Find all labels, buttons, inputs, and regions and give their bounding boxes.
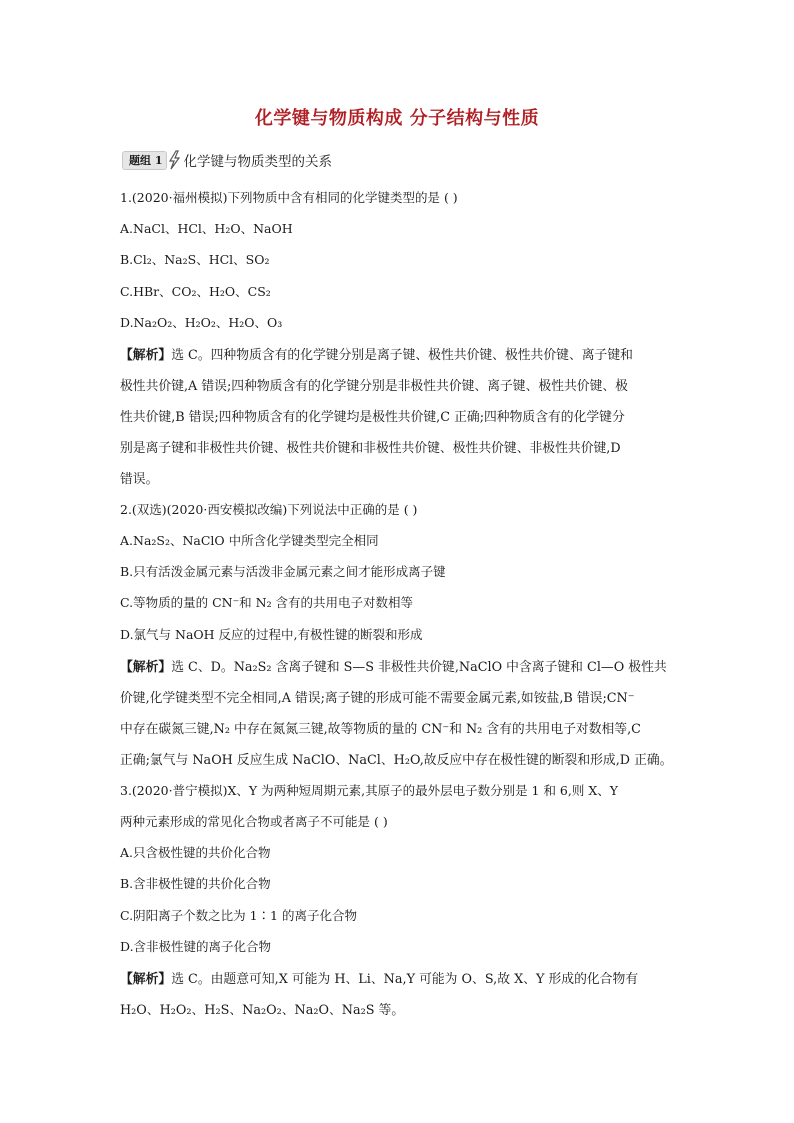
analysis-line: 性共价键,B 错误;四种物质含有的化学键均是极性共价键,C 正确;四种物质含有的化学键分 — [120, 410, 625, 425]
analysis-tag: 【解析】 — [120, 972, 172, 987]
analysis-line: 【解析】选 C。四种物质含有的化学键分别是离子键、极性共价键、极性共价键、离子键和 — [120, 348, 633, 363]
lightning-icon — [167, 150, 181, 170]
group-title: 化学键与物质类型的关系 — [183, 154, 332, 170]
option-b: B.Cl₂、Na₂S、HCl、SO₂ — [120, 252, 270, 267]
option-d: D.氯气与 NaOH 反应的过程中,有极性键的断裂和形成 — [120, 627, 423, 642]
question-stem: 两种元素形成的常见化合物或者离子不可能是 ( ) — [120, 814, 388, 829]
option-a: A.Na₂S₂、NaClO 中所含化学键类型完全相同 — [120, 533, 379, 548]
question-stem: 2.(双选)(2020·西安模拟改编)下列说法中正确的是 ( ) — [120, 502, 418, 517]
question-stem: 1.(2020·福州模拟)下列物质中含有相同的化学键类型的是 ( ) — [120, 190, 458, 205]
analysis-tag: 【解析】 — [120, 660, 172, 675]
option-c: C.等物质的量的 CN⁻和 N₂ 含有的共用电子对数相等 — [120, 595, 414, 610]
analysis-line: 错误。 — [120, 472, 159, 487]
analysis-tag: 【解析】 — [120, 348, 172, 363]
option-d: D.含非极性键的离子化合物 — [120, 939, 272, 954]
page-title: 化学键与物质构成 分子结构与性质 — [254, 108, 540, 129]
option-d: D.Na₂O₂、H₂O₂、H₂O、O₃ — [120, 315, 283, 330]
option-c: C.HBr、CO₂、H₂O、CS₂ — [120, 284, 271, 299]
option-c: C.阴阳离子个数之比为 1∶1 的离子化合物 — [120, 908, 357, 923]
option-b: B.含非极性键的共价化合物 — [120, 876, 271, 891]
option-a: A.NaCl、HCl、H₂O、NaOH — [120, 221, 293, 236]
analysis-line: 别是离子键和非极性共价键、极性共价键和非极性共价键、极性共价键、非极性共价键,D — [120, 441, 621, 456]
option-a: A.只含极性键的共价化合物 — [120, 845, 271, 860]
group-badge: 题组 1 — [122, 151, 167, 170]
option-b: B.只有活泼金属元素与活泼非金属元素之间才能形成离子键 — [120, 564, 446, 579]
analysis-line: H₂O、H₂O₂、H₂S、Na₂O₂、Na₂O、Na₂S 等。 — [120, 1003, 405, 1018]
question-group-header — [122, 148, 332, 172]
analysis-line: 中存在碳氮三键,N₂ 中存在氮氮三键,故等物质的量的 CN⁻和 N₂ 含有的共用电子对数相等,C — [120, 722, 641, 737]
analysis-line: 极性共价键,A 错误;四种物质含有的化学键分别是非极性共价键、离子键、极性共价键、极 — [120, 379, 628, 394]
analysis-line: 正确;氯气与 NaOH 反应生成 NaClO、NaCl、H₂O,故反应中存在极性键的断裂和形成,D 正确。 — [120, 753, 673, 768]
analysis-line: 【解析】选 C、D。Na₂S₂ 含离子键和 S—S 非极性共价键,NaClO 中含离子键和 Cl—O 极性共 — [120, 660, 667, 675]
analysis-line: 价键,化学键类型不完全相同,A 错误;离子键的形成可能不需要金属元素,如铵盐,B 错误;CN⁻ — [120, 691, 635, 706]
analysis-line: 【解析】选 C。由题意可知,X 可能为 H、Li、Na,Y 可能为 O、S,故 X、Y 形成的化合物有 — [120, 972, 639, 987]
question-stem: 3.(2020·普宁模拟)X、Y 为两种短周期元素,其原子的最外层电子数分别是 1 和 6,则 X、Y — [120, 783, 618, 798]
